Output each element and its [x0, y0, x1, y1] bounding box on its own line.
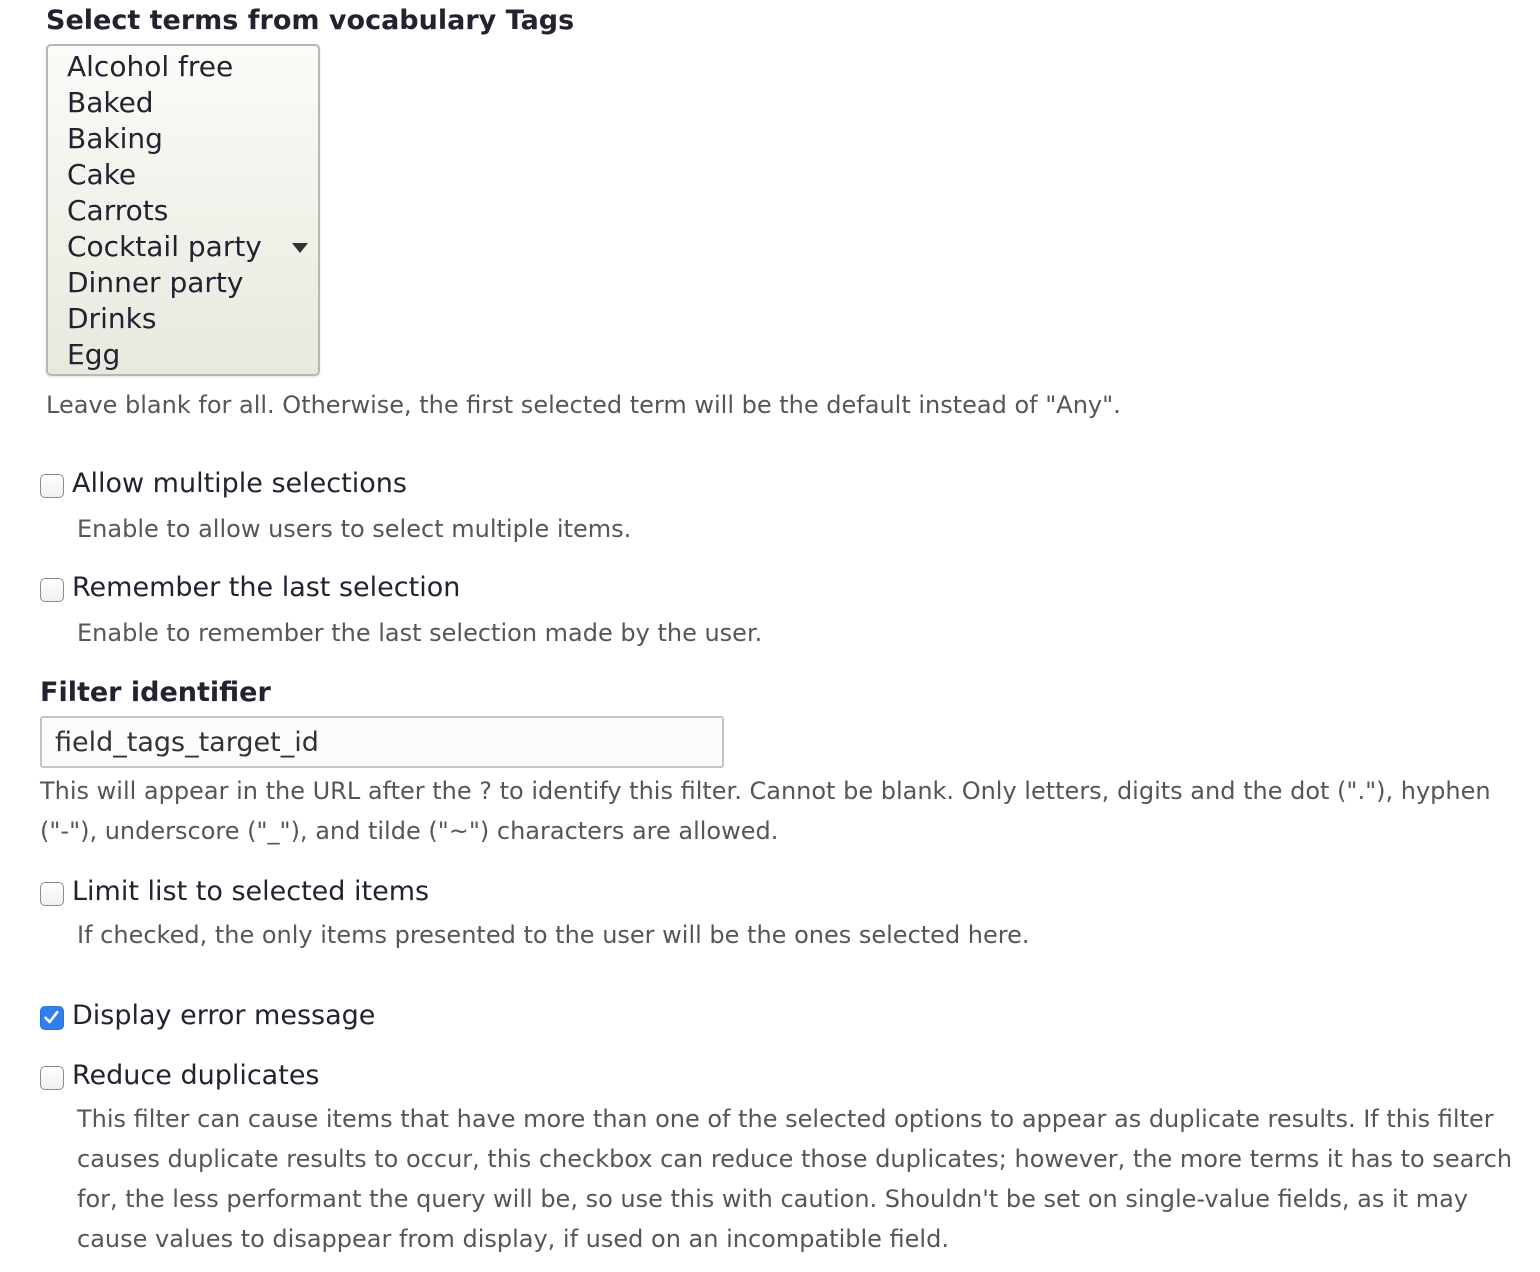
- select-option-cocktail-party[interactable]: Cocktail party: [67, 230, 262, 263]
- select-option-dinner-party[interactable]: Dinner party: [67, 266, 244, 299]
- checkmark-icon: [41, 1007, 62, 1028]
- filter-identifier-input[interactable]: [40, 716, 724, 768]
- filter-identifier-description-line-1: This will appear in the URL after the ? to identify this filter. Cannot be blank. Only letters, digits and the dot ("."), hyphen: [40, 777, 1491, 805]
- select-option-baked[interactable]: Baked: [67, 86, 154, 119]
- filter-identifier-label: Filter identifier: [40, 677, 271, 708]
- allow-multiple-description: Enable to allow users to select multiple items.: [77, 515, 632, 543]
- vocabulary-select-description: Leave blank for all. Otherwise, the first selected term will be the default instead of "Any".: [46, 391, 1121, 419]
- select-option-alcohol-free[interactable]: Alcohol free: [67, 50, 234, 83]
- reduce-duplicates-label[interactable]: Reduce duplicates: [72, 1060, 320, 1091]
- select-option-baking[interactable]: Baking: [67, 122, 163, 155]
- filter-identifier-description-line-2: ("-"), underscore ("_"), and tilde ("~") characters are allowed.: [40, 817, 779, 845]
- remember-last-description: Enable to remember the last selection made by the user.: [77, 619, 763, 647]
- reduce-duplicates-description-line-1: This filter can cause items that have more than one of the selected options to appear as duplicate results. If this filter: [77, 1105, 1494, 1133]
- select-option-drinks[interactable]: Drinks: [67, 302, 157, 335]
- allow-multiple-checkbox[interactable]: [40, 474, 64, 498]
- select-option-cake[interactable]: Cake: [67, 158, 137, 191]
- vocabulary-select-label: Select terms from vocabulary Tags: [46, 5, 575, 36]
- allow-multiple-label[interactable]: Allow multiple selections: [72, 468, 407, 499]
- reduce-duplicates-description-line-3: for, the less performant the query will be, so use this with caution. Shouldn't be set on single-value fields, as it may: [77, 1185, 1468, 1213]
- remember-last-checkbox[interactable]: [40, 578, 64, 602]
- display-error-label[interactable]: Display error message: [72, 1000, 376, 1031]
- limit-list-label[interactable]: Limit list to selected items: [72, 876, 430, 907]
- display-error-checkbox[interactable]: [40, 1006, 64, 1030]
- limit-list-description: If checked, the only items presented to the user will be the ones selected here.: [77, 921, 1030, 949]
- remember-last-label[interactable]: Remember the last selection: [72, 572, 461, 603]
- reduce-duplicates-description-line-4: cause values to disappear from display, if used on an incompatible field.: [77, 1225, 949, 1253]
- reduce-duplicates-checkbox[interactable]: [40, 1066, 64, 1090]
- select-option-carrots[interactable]: Carrots: [67, 194, 169, 227]
- select-option-egg[interactable]: Egg: [67, 338, 121, 371]
- limit-list-checkbox[interactable]: [40, 882, 64, 906]
- reduce-duplicates-description-line-2: causes duplicate results to occur, this checkbox can reduce those duplicates; however, the more terms it has to search: [77, 1145, 1513, 1173]
- dropdown-arrow-icon: [292, 243, 308, 253]
- vocabulary-select[interactable]: [46, 44, 320, 376]
